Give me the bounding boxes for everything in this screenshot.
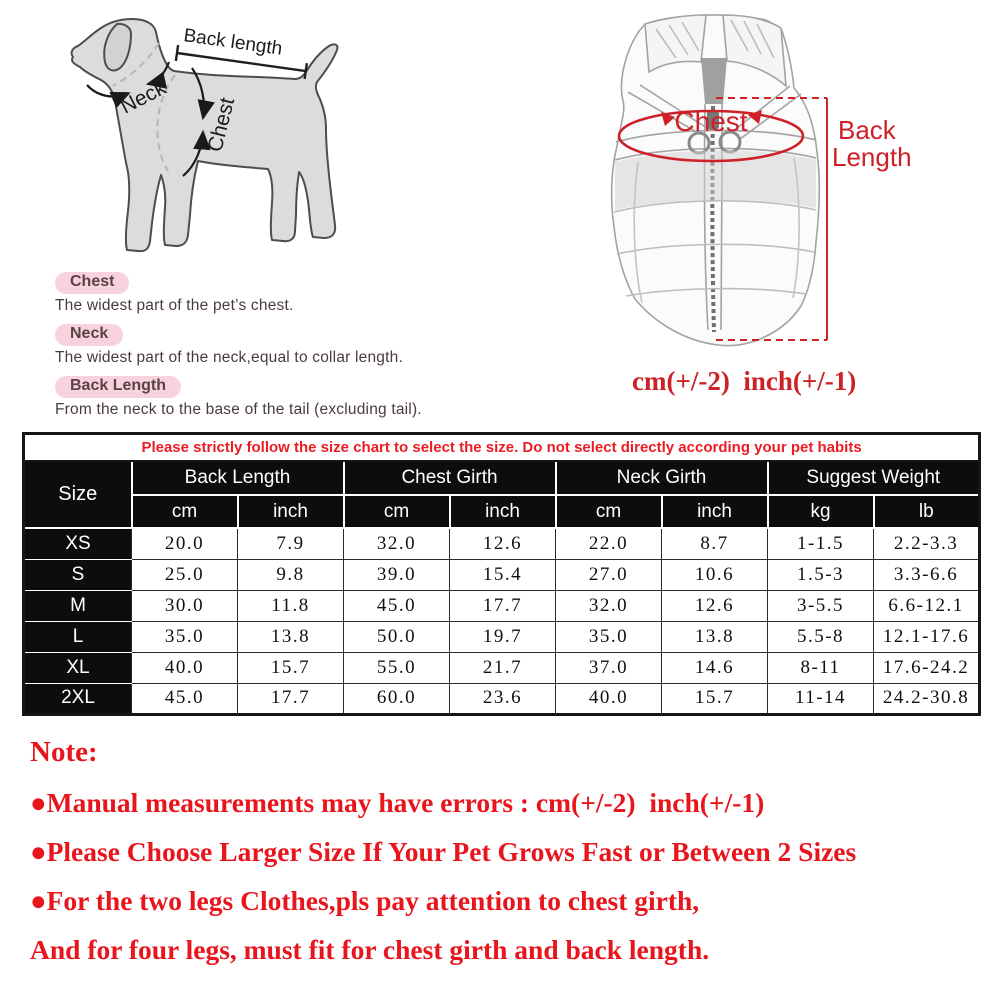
table-row-xs <box>24 528 980 559</box>
size-label: XS <box>24 528 132 559</box>
dog-neck-label: Neck <box>116 76 170 119</box>
table-cell: 15.7 <box>238 652 344 683</box>
size-label: L <box>24 621 132 652</box>
dog-back-length-label: Back length <box>182 25 284 60</box>
notes-title: Note: <box>30 736 98 768</box>
table-cell: 45.0 <box>132 683 238 714</box>
table-cell: 15.4 <box>450 559 556 590</box>
table-cell: 11.8 <box>238 590 344 621</box>
neck-definition-text: The widest part of the neck,equal to collar length. <box>55 349 403 366</box>
table-cell: 3.3-6.6 <box>874 559 980 590</box>
table-cell: 21.7 <box>450 652 556 683</box>
table-group-header-row <box>24 461 980 495</box>
table-cell: 5.5-8 <box>768 621 874 652</box>
size-label: 2XL <box>24 683 132 714</box>
chest-definition <box>55 272 505 315</box>
note-line: And for four legs, must fit for chest girth and back length. <box>30 934 710 965</box>
table-cell: 17.6-24.2 <box>874 652 980 683</box>
note-line: ●Manual measurements may have errors : cm(+/-2) inch(+/-1) <box>30 787 765 818</box>
size-chart-table <box>22 432 981 716</box>
vest-sketch <box>612 15 820 346</box>
back-length-definition <box>55 376 505 419</box>
table-cell: 20.0 <box>132 528 238 559</box>
table-cell: 32.0 <box>344 528 450 559</box>
suggest-weight-group-header: Suggest Weight <box>768 461 980 495</box>
table-cell: 8.7 <box>662 528 768 559</box>
table-row-2xl <box>24 683 980 714</box>
back-length-definition-text: From the neck to the base of the tail (excluding tail). <box>55 401 422 418</box>
table-cell: 17.7 <box>450 590 556 621</box>
table-unit-header-row <box>24 495 980 528</box>
table-cell: 7.9 <box>238 528 344 559</box>
table-cell: 14.6 <box>662 652 768 683</box>
back-length-term-pill: Back Length <box>55 376 181 398</box>
back-length-group-header: Back Length <box>132 461 344 495</box>
table-cell: 17.7 <box>238 683 344 714</box>
table-cell: 11-14 <box>768 683 874 714</box>
table-cell: 45.0 <box>344 590 450 621</box>
neck-definition <box>55 324 505 367</box>
table-cell: 27.0 <box>556 559 662 590</box>
chest-girth-group-header: Chest Girth <box>344 461 556 495</box>
measurement-definitions <box>55 272 505 428</box>
table-notice: Please strictly follow the size chart to select the size. Do not select directly according your pet habits <box>24 434 980 462</box>
table-cell: 13.8 <box>662 621 768 652</box>
notes-section <box>30 736 980 983</box>
note-line: ●Please Choose Larger Size If Your Pet Grows Fast or Between 2 Sizes <box>30 836 857 867</box>
size-label: XL <box>24 652 132 683</box>
unit-header: lb <box>874 495 980 528</box>
chest-term-pill: Chest <box>55 272 129 294</box>
table-cell: 12.6 <box>662 590 768 621</box>
note-line: ●For the two legs Clothes,pls pay attention to chest girth, <box>30 885 700 916</box>
table-cell: 6.6-12.1 <box>874 590 980 621</box>
vest-measurement-diagram <box>580 0 960 360</box>
unit-header: cm <box>132 495 238 528</box>
table-cell: 25.0 <box>132 559 238 590</box>
vest-length-label: Length <box>832 142 912 172</box>
table-cell: 30.0 <box>132 590 238 621</box>
table-row-xl <box>24 652 980 683</box>
table-row-s <box>24 559 980 590</box>
unit-header: inch <box>662 495 768 528</box>
dog-measurement-diagram <box>55 5 385 270</box>
size-column-header: Size <box>24 461 132 528</box>
table-cell: 23.6 <box>450 683 556 714</box>
vest-chest-label: Chest <box>674 106 748 137</box>
table-cell: 15.7 <box>662 683 768 714</box>
table-notice-row <box>24 434 980 462</box>
table-cell: 10.6 <box>662 559 768 590</box>
table-cell: 1-1.5 <box>768 528 874 559</box>
table-cell: 40.0 <box>132 652 238 683</box>
chest-definition-text: The widest part of the pet’s chest. <box>55 297 294 314</box>
unit-header: cm <box>344 495 450 528</box>
table-cell: 12.6 <box>450 528 556 559</box>
table-cell: 39.0 <box>344 559 450 590</box>
table-cell: 32.0 <box>556 590 662 621</box>
size-label: M <box>24 590 132 621</box>
table-cell: 55.0 <box>344 652 450 683</box>
table-cell: 19.7 <box>450 621 556 652</box>
table-cell: 13.8 <box>238 621 344 652</box>
table-cell: 40.0 <box>556 683 662 714</box>
table-cell: 35.0 <box>132 621 238 652</box>
unit-header: cm <box>556 495 662 528</box>
table-cell: 2.2-3.3 <box>874 528 980 559</box>
table-cell: 24.2-30.8 <box>874 683 980 714</box>
dog-chest-label: Chest <box>203 95 240 155</box>
table-cell: 8-11 <box>768 652 874 683</box>
unit-header: inch <box>450 495 556 528</box>
table-cell: 9.8 <box>238 559 344 590</box>
table-row-l <box>24 621 980 652</box>
measurement-tolerance: cm(+/-2) inch(+/-1) <box>632 366 857 396</box>
table-cell: 22.0 <box>556 528 662 559</box>
table-cell: 3-5.5 <box>768 590 874 621</box>
table-cell: 60.0 <box>344 683 450 714</box>
table-cell: 35.0 <box>556 621 662 652</box>
table-row-m <box>24 590 980 621</box>
vest-back-label: Back <box>838 115 896 145</box>
table-cell: 50.0 <box>344 621 450 652</box>
table-cell: 12.1-17.6 <box>874 621 980 652</box>
table-cell: 1.5-3 <box>768 559 874 590</box>
size-label: S <box>24 559 132 590</box>
neck-term-pill: Neck <box>55 324 123 346</box>
unit-header: kg <box>768 495 874 528</box>
neck-girth-group-header: Neck Girth <box>556 461 768 495</box>
unit-header: inch <box>238 495 344 528</box>
table-cell: 37.0 <box>556 652 662 683</box>
